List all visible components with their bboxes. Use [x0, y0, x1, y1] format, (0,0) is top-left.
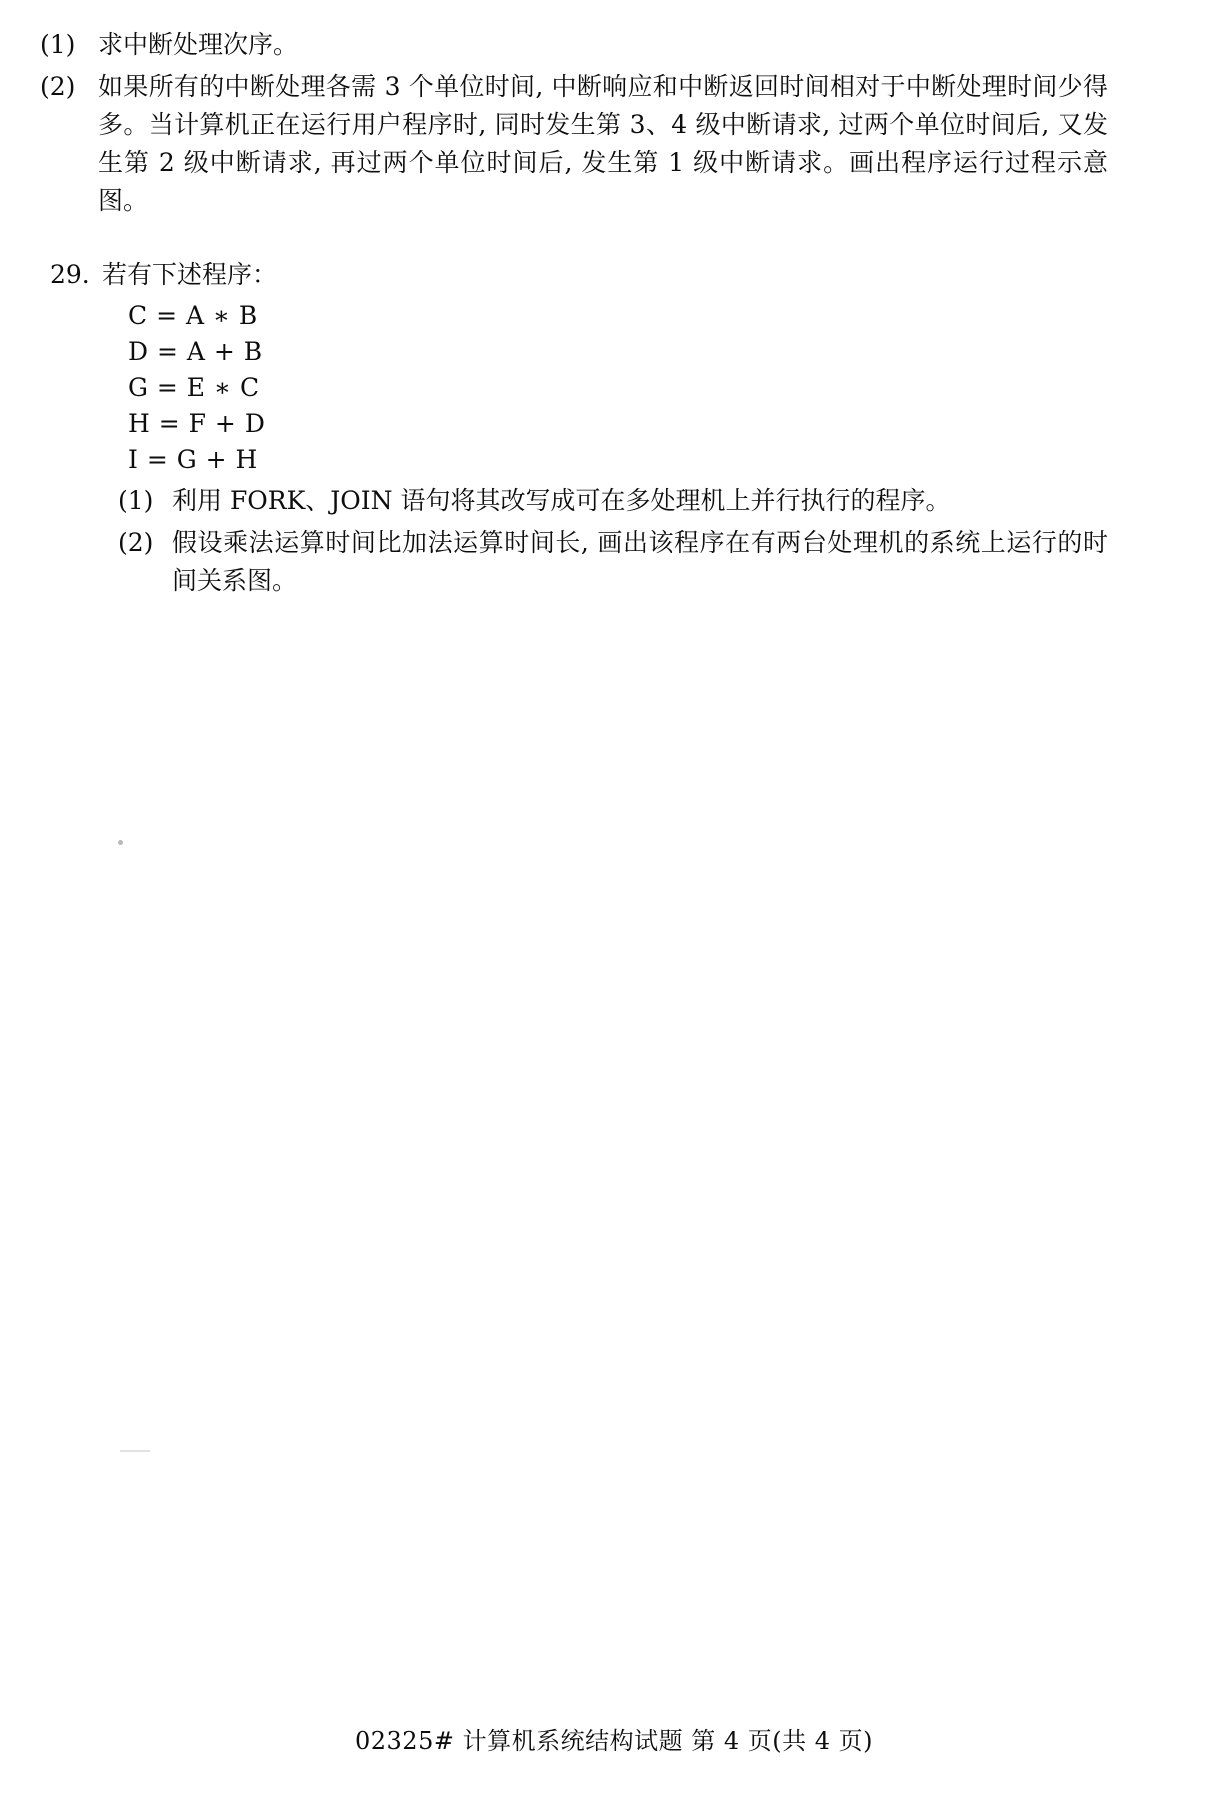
list-marker: (2)	[40, 72, 76, 101]
code-line: D = A + B	[128, 337, 263, 366]
list-marker: (2)	[118, 528, 154, 557]
paper-speck	[118, 840, 123, 845]
list-item	[40, 524, 1108, 600]
list-item	[40, 482, 1108, 520]
list-marker: (1)	[118, 486, 154, 515]
code-line: C = A ∗ B	[128, 301, 258, 330]
question-number: 29.	[50, 260, 90, 289]
list-text: 求中断处理次序。	[98, 30, 299, 59]
list-text: 假设乘法运算时间比加法运算时间长, 画出该程序在有两台处理机的系统上运行的时间关系图。	[172, 528, 1108, 595]
list-marker: (1)	[40, 30, 76, 59]
list-text: 如果所有的中断处理各需 3 个单位时间, 中断响应和中断返回时间相对于中断处理时间少得多。当计算机正在运行用户程序时, 同时发生第 3、4 级中断请求, 过两个单位时间后, 又发生第 2 级中断请求, 再过两个单位时间后, 发生第 1 级中断请求。画出程序运行过程示意图。	[98, 72, 1108, 215]
paper-speck	[120, 1450, 150, 1452]
question-stem: 若有下述程序：	[102, 260, 278, 289]
code-line: H = F + D	[128, 409, 266, 438]
previous-question-subitems	[40, 26, 1108, 220]
list-item	[40, 68, 1108, 220]
question-29-subitems	[40, 482, 1108, 600]
code-line: G = E ∗ C	[128, 373, 260, 402]
question-29-heading	[40, 256, 1108, 294]
page-footer: 02325# 计算机系统结构试题 第 4 页(共 4 页)	[355, 1727, 873, 1755]
list-item	[40, 26, 1108, 64]
list-text: 利用 FORK、JOIN 语句将其改写成可在多处理机上并行执行的程序。	[172, 486, 951, 515]
program-code-list	[40, 298, 1108, 478]
code-line: I = G + H	[128, 445, 258, 474]
